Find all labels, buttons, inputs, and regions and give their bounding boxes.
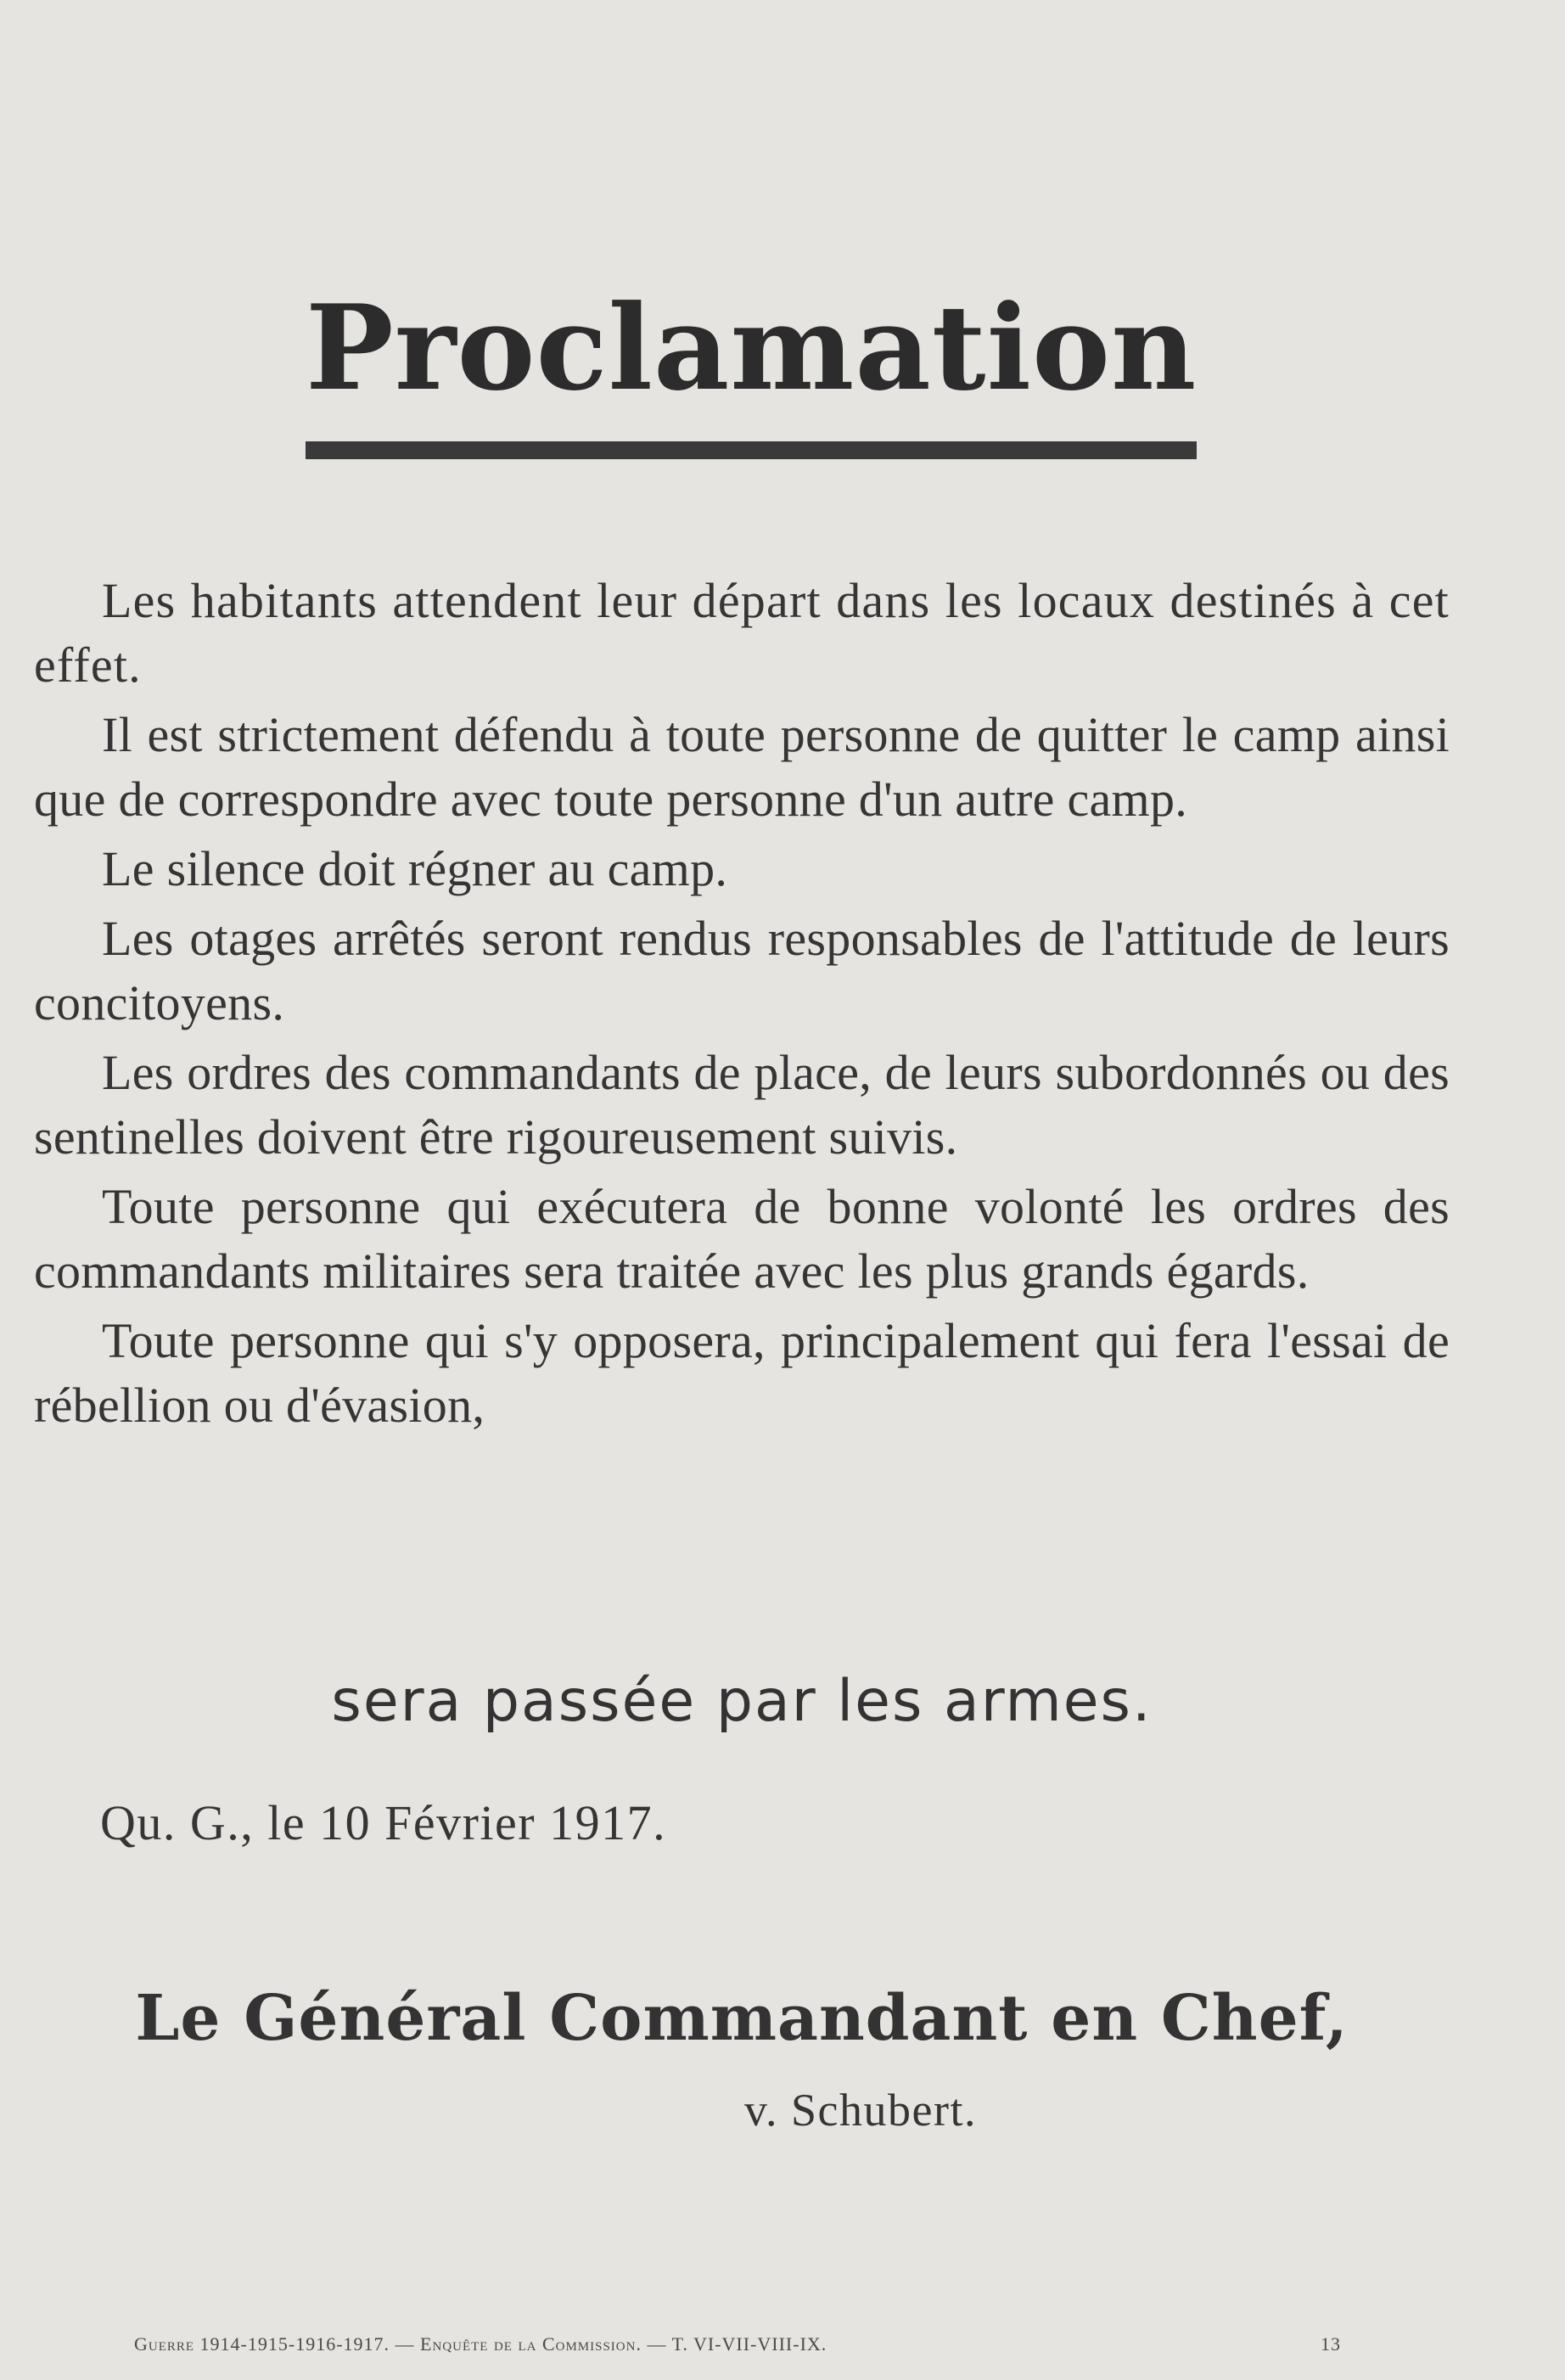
paragraph-opposition: Toute personne qui s'y opposera, principalement qui fera l'essai de rébellion ou d'évasion, <box>34 1313 1450 1433</box>
paragraph-departure: Les habitants attendent leur départ dans les locaux destinés à cet effet. <box>34 573 1450 693</box>
paragraph-silence: Le silence doit régner au camp. <box>102 841 728 896</box>
paragraph-orders: Les ordres des commandants de place, de leurs subordonnés ou des sentinelles doivent être rigoureusement suivis. <box>34 1045 1450 1165</box>
page-title: Proclamation <box>306 278 1198 417</box>
paragraph-leaving-forbidden: Il est strictement défendu à toute personne de quitter le camp ainsi que de correspondre avec toute personne d'un autre camp. <box>34 707 1450 827</box>
paragraph-compliance: Toute personne qui exécutera de bonne volonté les ordres des commandants militaires sera traitée avec les plus grands égards. <box>34 1179 1450 1299</box>
proclamation-body <box>34 569 1450 1443</box>
title-underline-rule <box>306 441 1197 459</box>
footer-citation: Guerre 1914-1915-1916-1917. — Enquête de la Commission. — T. VI-VII-VIII-IX. <box>134 2333 827 2355</box>
paragraph-hostages: Les otages arrêtés seront rendus responsables de l'attitude de leurs concitoyens. <box>34 911 1450 1030</box>
footer-page-number: 13 <box>1321 2333 1341 2355</box>
signatory-title: Le Général Commandant en Chef, <box>135 1982 1349 2055</box>
date-line: Qu. G., le 10 Février 1917. <box>100 1795 667 1850</box>
emphasis-sentence: sera passée par les armes. <box>331 1668 1153 1735</box>
signature-name: v. Schubert. <box>744 2085 977 2136</box>
